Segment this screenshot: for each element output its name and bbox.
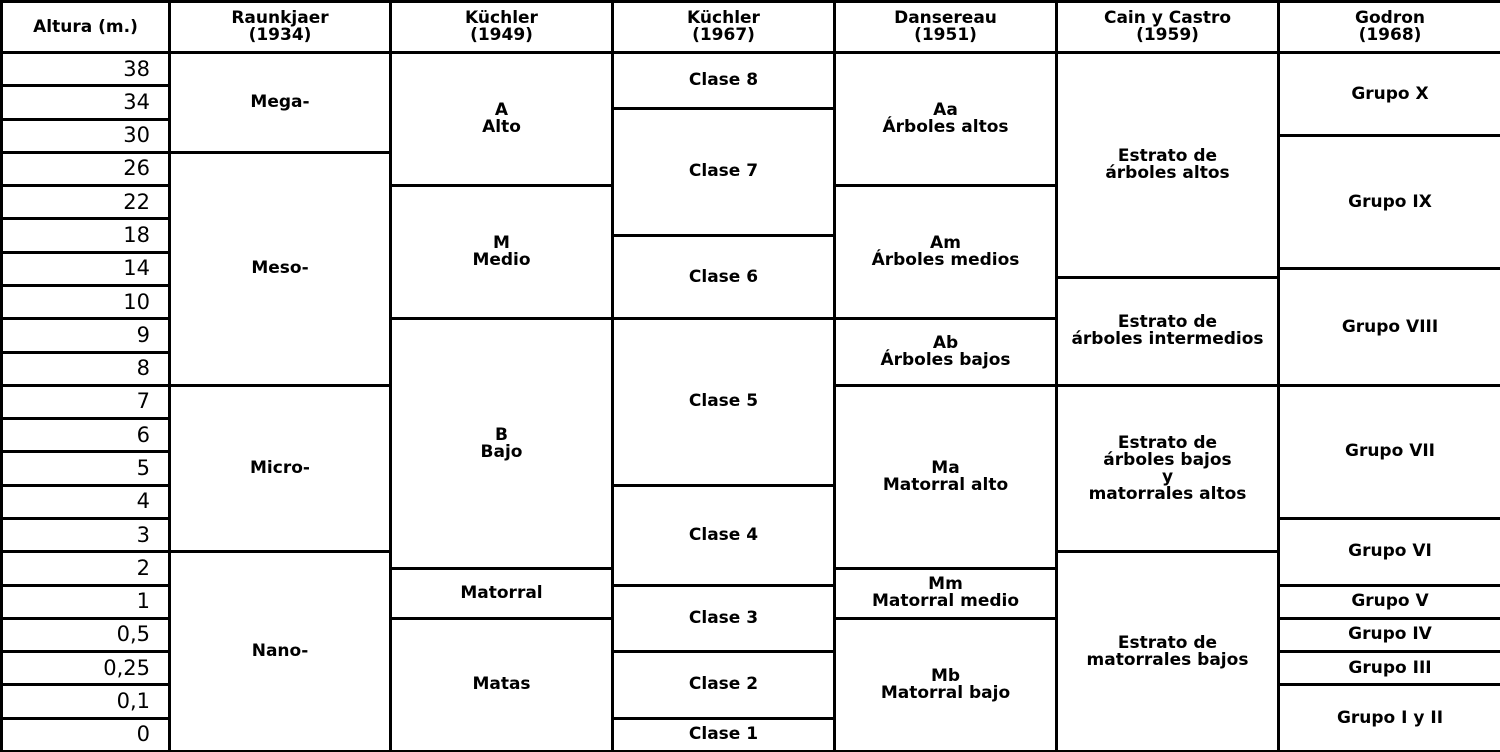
godron-class-cell: Grupo VIII <box>1280 270 1500 384</box>
raunkjaer-class-cell: Nano- <box>171 553 389 750</box>
kuchler-1967-class-cell: Clase 3 <box>614 587 833 651</box>
height-value: 22 <box>3 187 168 217</box>
height-value: 4 <box>3 487 168 517</box>
raunkjaer-class-cell: Mega- <box>171 54 389 151</box>
godron-class-cell: Grupo IV <box>1280 620 1500 650</box>
height-value: 18 <box>3 220 168 250</box>
height-value: 30 <box>3 121 168 151</box>
height-value: 0,1 <box>3 686 168 716</box>
dansereau-class-cell: Mb Matorral bajo <box>836 620 1055 750</box>
header-height: Altura (m.) <box>3 3 168 51</box>
height-value: 6 <box>3 420 168 450</box>
godron-class-cell: Grupo I y II <box>1280 686 1500 750</box>
height-value: 10 <box>3 287 168 317</box>
height-value: 3 <box>3 520 168 550</box>
kuchler-1949-class-cell: A Alto <box>392 54 611 184</box>
height-value: 34 <box>3 87 168 117</box>
kuchler-1967-class-cell: Clase 5 <box>614 320 833 483</box>
dansereau-class-cell: Am Árboles medios <box>836 187 1055 317</box>
raunkjaer-class-cell: Meso- <box>171 154 389 384</box>
kuchler-1967-class-cell: Clase 6 <box>614 237 833 317</box>
kuchler-1967-class-cell: Clase 1 <box>614 720 833 750</box>
godron-class-cell: Grupo IX <box>1280 137 1500 267</box>
kuchler-1967-class-cell: Clase 4 <box>614 487 833 584</box>
height-value: 0 <box>3 720 168 750</box>
height-value: 1 <box>3 587 168 617</box>
godron-class-cell: Grupo VI <box>1280 520 1500 584</box>
raunkjaer-class-cell: Micro- <box>171 387 389 550</box>
header-raunkjaer: Raunkjaer (1934) <box>171 3 389 51</box>
height-value: 7 <box>3 387 168 417</box>
dansereau-class-cell: Ma Matorral alto <box>836 387 1055 567</box>
godron-class-cell: Grupo III <box>1280 653 1500 683</box>
kuchler-1949-class-cell: B Bajo <box>392 320 611 567</box>
cain-castro-class-cell: Estrato de árboles intermedios <box>1058 279 1277 384</box>
cain-castro-class-cell: Estrato de matorrales bajos <box>1058 553 1277 750</box>
cain-castro-class-cell: Estrato de árboles altos <box>1058 54 1277 276</box>
godron-class-cell: Grupo VII <box>1280 387 1500 517</box>
kuchler-1949-class-cell: M Medio <box>392 187 611 317</box>
height-value: 9 <box>3 320 168 350</box>
height-value: 2 <box>3 553 168 583</box>
height-value: 38 <box>3 54 168 84</box>
height-value: 26 <box>3 154 168 184</box>
dansereau-class-cell: Ab Árboles bajos <box>836 320 1055 384</box>
header-dansereau: Dansereau (1951) <box>836 3 1055 51</box>
height-value: 5 <box>3 453 168 483</box>
kuchler-1967-class-cell: Clase 7 <box>614 110 833 234</box>
height-value: 8 <box>3 354 168 384</box>
height-value: 0,5 <box>3 620 168 650</box>
cain-castro-class-cell: Estrato de árboles bajos y matorrales altos <box>1058 387 1277 550</box>
header-cain-castro: Cain y Castro (1959) <box>1058 3 1277 51</box>
header-kuchler-1967: Küchler (1967) <box>614 3 833 51</box>
kuchler-1967-class-cell: Clase 2 <box>614 653 833 717</box>
kuchler-1949-class-cell: Matorral <box>392 570 611 617</box>
header-kuchler-1949: Küchler (1949) <box>392 3 611 51</box>
dansereau-class-cell: Mm Matorral medio <box>836 570 1055 617</box>
kuchler-1967-class-cell: Clase 8 <box>614 54 833 107</box>
kuchler-1949-class-cell: Matas <box>392 620 611 750</box>
header-godron: Godron (1968) <box>1280 3 1500 51</box>
height-value: 14 <box>3 254 168 284</box>
dansereau-class-cell: Aa Árboles altos <box>836 54 1055 184</box>
godron-class-cell: Grupo V <box>1280 587 1500 617</box>
godron-class-cell: Grupo X <box>1280 54 1500 134</box>
height-value: 0,25 <box>3 653 168 683</box>
